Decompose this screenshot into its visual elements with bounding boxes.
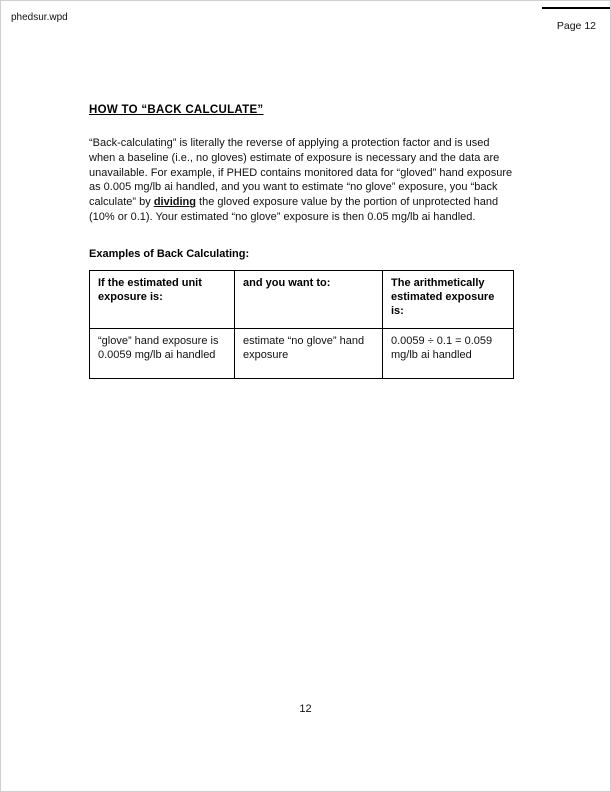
page-number: 12	[299, 703, 312, 715]
table-header-row	[90, 270, 514, 328]
paragraph-part-1: “Back-calculating” is literally the reverse of applying a protection factor and is used when a baseline (i.e., no gloves) estimate of exposure is necessary and the data are unavailable. For example, if PHED contains monitored data for “gloved” hand exposure as 0.005 mg/lb ai handled, and you want to estimate “no glove” exposure, you “back calculate” by	[89, 137, 513, 209]
back-calculate-table	[89, 270, 514, 379]
document-title: HOW TO “BACK CALCULATE”	[89, 104, 264, 116]
examples-label: Examples of Back Calculating:	[89, 247, 250, 260]
table-cell-glove-exposure: “glove” hand exposure is 0.0059 mg/lb ai handled	[90, 328, 235, 378]
table-cell-estimate-no-glove: estimate “no glove” hand exposure	[235, 328, 383, 378]
table-row	[90, 328, 514, 378]
table-header-estimated-unit-exposure: If the estimated unit exposure is:	[90, 270, 235, 328]
table-header-want-to: and you want to:	[235, 270, 383, 328]
body-paragraph	[89, 136, 517, 225]
paragraph-part-2: the gloved exposure value by the portion of unprotected hand (10% or 0.1). Your estimated “no glove” exposure is then 0.05 mg/lb ai handled.	[89, 196, 499, 223]
scan-artifact-line	[542, 7, 610, 9]
document-content	[89, 104, 519, 379]
document-filename: phedsur.wpd	[11, 12, 68, 23]
table-header-arithmetic-exposure: The arithmetically estimated exposure is:	[383, 270, 514, 328]
paragraph-emphasis-dividing: dividing	[153, 196, 196, 209]
table-cell-calculation-result: 0.0059 ÷ 0.1 = 0.059 mg/lb ai handled	[383, 328, 514, 378]
header-page-label: Page 12	[556, 20, 596, 32]
